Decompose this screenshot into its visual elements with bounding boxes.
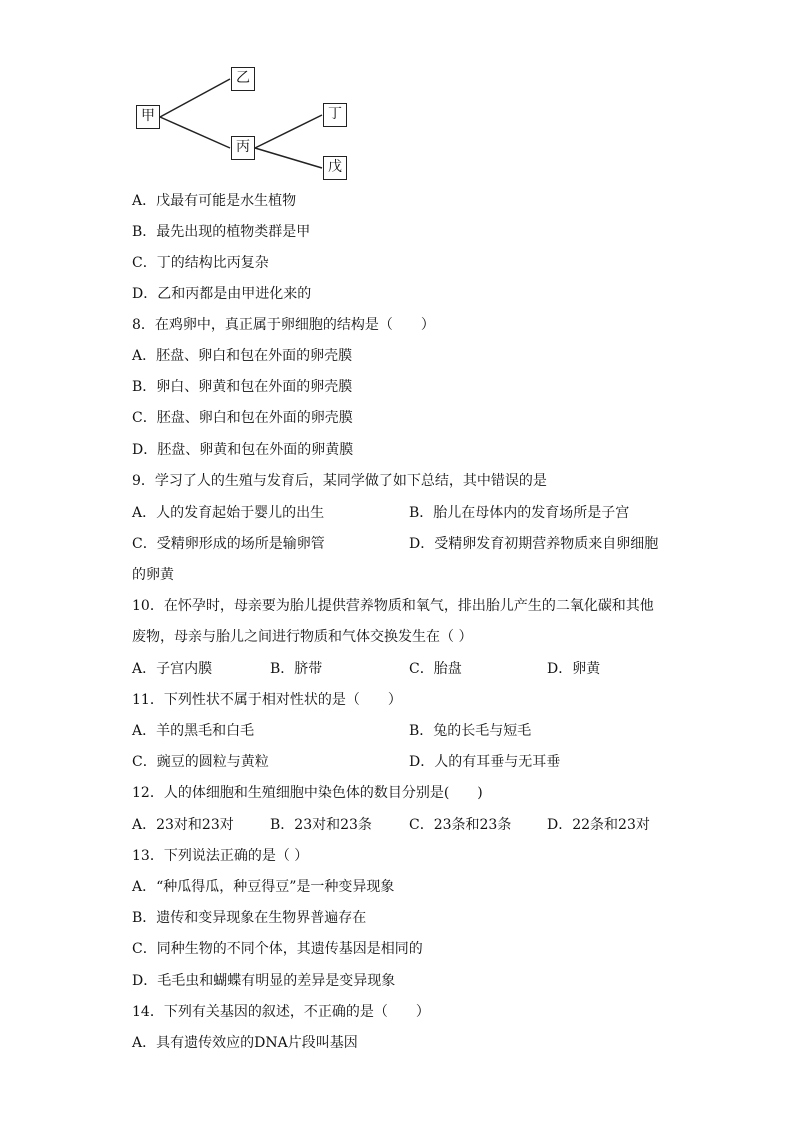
q11-option-c: C．豌豆的圆粒与黄粒: [132, 754, 269, 770]
q11-option-a: A．羊的黑毛和白毛: [132, 723, 255, 739]
node-ding: 丁: [323, 103, 347, 127]
q8-option-c: C．胚盘、卵白和包在外面的卵壳膜: [132, 410, 353, 426]
q14-stem: 14．下列有关基因的叙述，不正确的是（ ）: [132, 1004, 430, 1020]
q7-option-c: C．丁的结构比丙复杂: [132, 255, 269, 271]
node-yi: 乙: [231, 67, 255, 91]
q11-option-b: B．兔的长毛与短毛: [409, 723, 532, 739]
q9-stem: 9．学习了人的生殖与发育后，某同学做了如下总结，其中错误的是: [132, 473, 547, 489]
q12-option-a: A．23对和23对: [132, 817, 234, 833]
node-jia: 甲: [136, 105, 160, 129]
q8-option-d: D．胚盘、卵黄和包在外面的卵黄膜: [132, 442, 354, 458]
tree-connector-lines: [0, 0, 794, 190]
q14-option-a: A．具有遗传效应的DNA片段叫基因: [132, 1035, 358, 1051]
q10-option-b: B．脐带: [270, 661, 323, 677]
q8-option-b: B．卵白、卵黄和包在外面的卵壳膜: [132, 379, 353, 395]
q9-option-c: C．受精卵形成的场所是输卵管: [132, 536, 325, 552]
q13-option-c: C．同种生物的不同个体，其遗传基因是相同的: [132, 941, 423, 957]
q13-option-d: D．毛毛虫和蝴蝶有明显的差异是变异现象: [132, 973, 396, 989]
q8-option-a: A．胚盘、卵白和包在外面的卵壳膜: [132, 348, 353, 364]
q13-stem: 13．下列说法正确的是（ ）: [132, 848, 309, 864]
node-bing: 丙: [231, 136, 255, 160]
q13-option-a: A．“种瓜得瓜，种豆得豆”是一种变异现象: [132, 879, 395, 895]
q11-stem: 11．下列性状不属于相对性状的是（ ）: [132, 692, 402, 708]
q9-option-a: A．人的发育起始于婴儿的出生: [132, 505, 325, 521]
q12-stem: 12．人的体细胞和生殖细胞中染色体的数目分别是( ): [132, 785, 483, 801]
q11-option-d: D．人的有耳垂与无耳垂: [409, 754, 561, 770]
evolution-tree-diagram: [0, 0, 794, 190]
q10-option-c: C．胎盘: [409, 661, 462, 677]
q12-option-d: D．22条和23对: [547, 817, 650, 833]
q10-option-d: D．卵黄: [547, 661, 601, 677]
q7-option-b: B．最先出现的植物类群是甲: [132, 224, 311, 240]
q13-option-b: B．遗传和变异现象在生物界普遍存在: [132, 910, 367, 926]
q10-option-a: A．子宫内膜: [132, 661, 213, 677]
q7-option-d: D．乙和丙都是由甲进化来的: [132, 286, 312, 302]
node-wu: 戊: [323, 156, 347, 180]
q9-option-d: D．受精卵发育初期营养物质来自卵细胞: [409, 536, 659, 552]
q8-stem: 8．在鸡卵中，真正属于卵细胞的结构是（ ）: [132, 317, 435, 333]
q10-stem-line1: 10．在怀孕时，母亲要为胎儿提供营养物质和氧气，排出胎儿产生的二氧化碳和其他: [132, 598, 654, 614]
q9-option-b: B．胎儿在母体内的发育场所是子宫: [409, 505, 630, 521]
q9-option-d-continued: 的卵黄: [132, 567, 174, 583]
q10-stem-line2: 废物，母亲与胎儿之间进行物质和气体交换发生在（ ）: [132, 629, 473, 645]
q12-option-c: C．23条和23条: [409, 817, 512, 833]
q7-option-a: A．戊最有可能是水生植物: [132, 193, 297, 209]
q12-option-b: B．23对和23条: [270, 817, 372, 833]
